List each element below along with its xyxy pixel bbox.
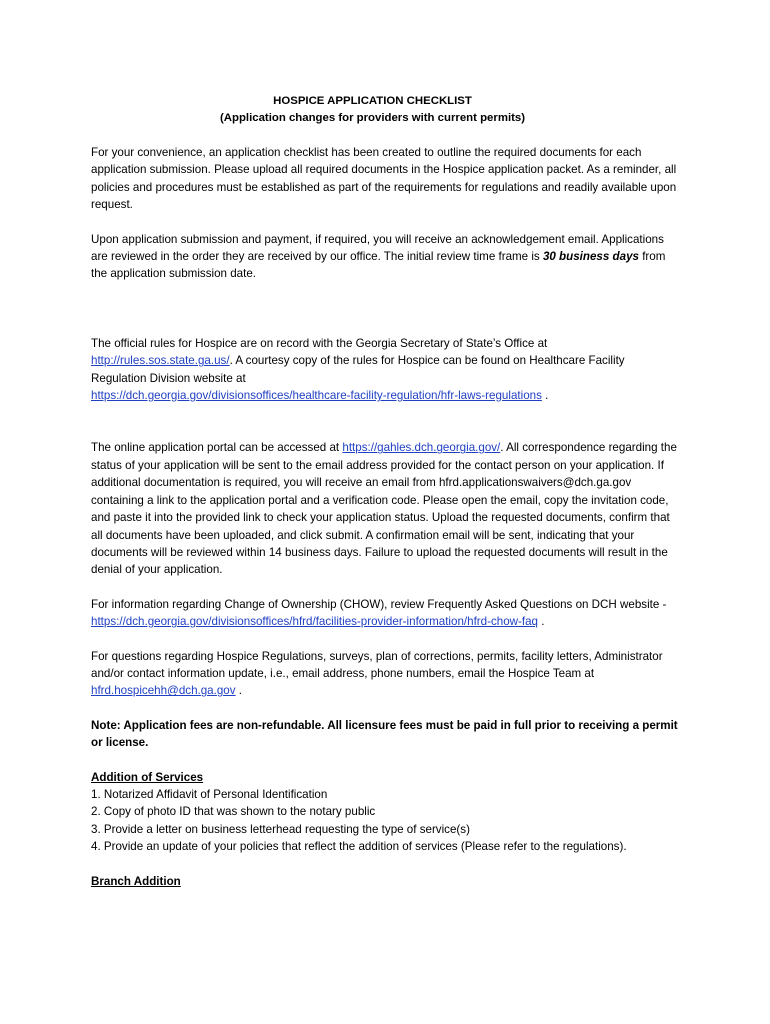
rules-sos-link[interactable]: http://rules.sos.state.ga.us/ — [91, 354, 230, 368]
list-item: 2. Copy of photo ID that was shown to the notary public — [91, 805, 376, 819]
chow-text-2: . — [538, 615, 545, 629]
title-line-2: (Application changes for providers with current permits) — [219, 112, 526, 124]
portal-text-1: The online application portal can be accessed at — [91, 441, 343, 455]
rules-text-1: The official rules for Hospice are on record with the Georgia Secretary of State’s Office at — [91, 336, 548, 350]
chow-faq-link[interactable]: https://dch.georgia.gov/divisionsoffices/hfrd/facilities-provider-information/hfrd-chow-faq — [91, 615, 538, 629]
list-item: 4. Provide an update of your policies that reflect the addition of services (Please refer to the regulations). — [91, 840, 627, 854]
application-portal-link[interactable]: https://gahles.dch.georgia.gov/ — [342, 441, 501, 455]
hfr-laws-regulations-link[interactable]: https://dch.georgia.gov/divisionsoffices/healthcare-facility-regulation/hfr-laws-regulations — [91, 389, 542, 403]
intro-paragraph: For your convenience, an application checklist has been created to outline the required documents for each application submission. Please upload all required documents in the Hospice application packet. As a reminder, all policies and procedures must be established as part of the requirements for regulations and readily available upon request. — [91, 146, 677, 212]
rules-text-3: . — [541, 389, 549, 403]
portal-text-2: . All correspondence regarding the status of your application will be sent to the email address provided for the contact person on your application. If additional documentation is required, you will receive an email from hfrd.applicationswaivers@dch.ga.gov containing a link to the application portal and a verification code. Please open the email, copy the invitation code, and paste it into the provided link to check your application status. Upload the requested documents, confirm that all documents have been uploaded, and click submit. A confirmation email will be sent, indicating that your documents will be reviewed within 14 business days. Failure to upload the requested documents will result in the denial of your application. — [91, 441, 677, 577]
portal-paragraph — [91, 439, 680, 578]
chow-text-1: For information regarding Change of Ownership (CHOW), review Frequently Asked Questions on DCH website - — [91, 597, 667, 611]
hospice-team-email-link[interactable]: hfrd.hospicehh@dch.ga.gov — [91, 684, 236, 698]
questions-paragraph — [91, 648, 680, 700]
review-time-frame: 30 business days — [542, 250, 639, 264]
addition-of-services-list — [91, 786, 680, 856]
acknowledgement-paragraph — [91, 231, 680, 283]
questions-text-1: For questions regarding Hospice Regulations, surveys, plan of corrections, permits, facility letters, Administrator and/or contact information update, i.e., email address, phone numbers, email the Hospice Team at — [91, 649, 663, 680]
title-line-1: HOSPICE APPLICATION CHECKLIST — [273, 95, 472, 107]
branch-addition-heading: Branch Addition — [91, 874, 181, 888]
ack-text-after: from the application submission date. — [91, 250, 666, 281]
chow-paragraph — [91, 596, 680, 631]
rules-text-2: . A courtesy copy of the rules for Hospice can be found on Healthcare Facility Regulation Division website at — [91, 354, 625, 385]
list-item: 3. Provide a letter on business letterhead requesting the type of service(s) — [91, 822, 470, 836]
list-item: 1. Notarized Affidavit of Personal Identification — [91, 787, 328, 801]
addition-of-services-heading: Addition of Services — [91, 770, 204, 784]
document-title — [91, 93, 680, 127]
questions-text-2: . — [235, 684, 243, 698]
rules-paragraph — [91, 335, 680, 405]
ack-text-before: Upon application submission and payment, if required, you will receive an acknowledgement email. Applications are reviewed in the order they are received by our office. The initial review time frame is — [91, 232, 664, 264]
fees-note: Note: Application fees are non-refundable. All licensure fees must be paid in full prior to receiving a permit or license. — [91, 718, 678, 750]
